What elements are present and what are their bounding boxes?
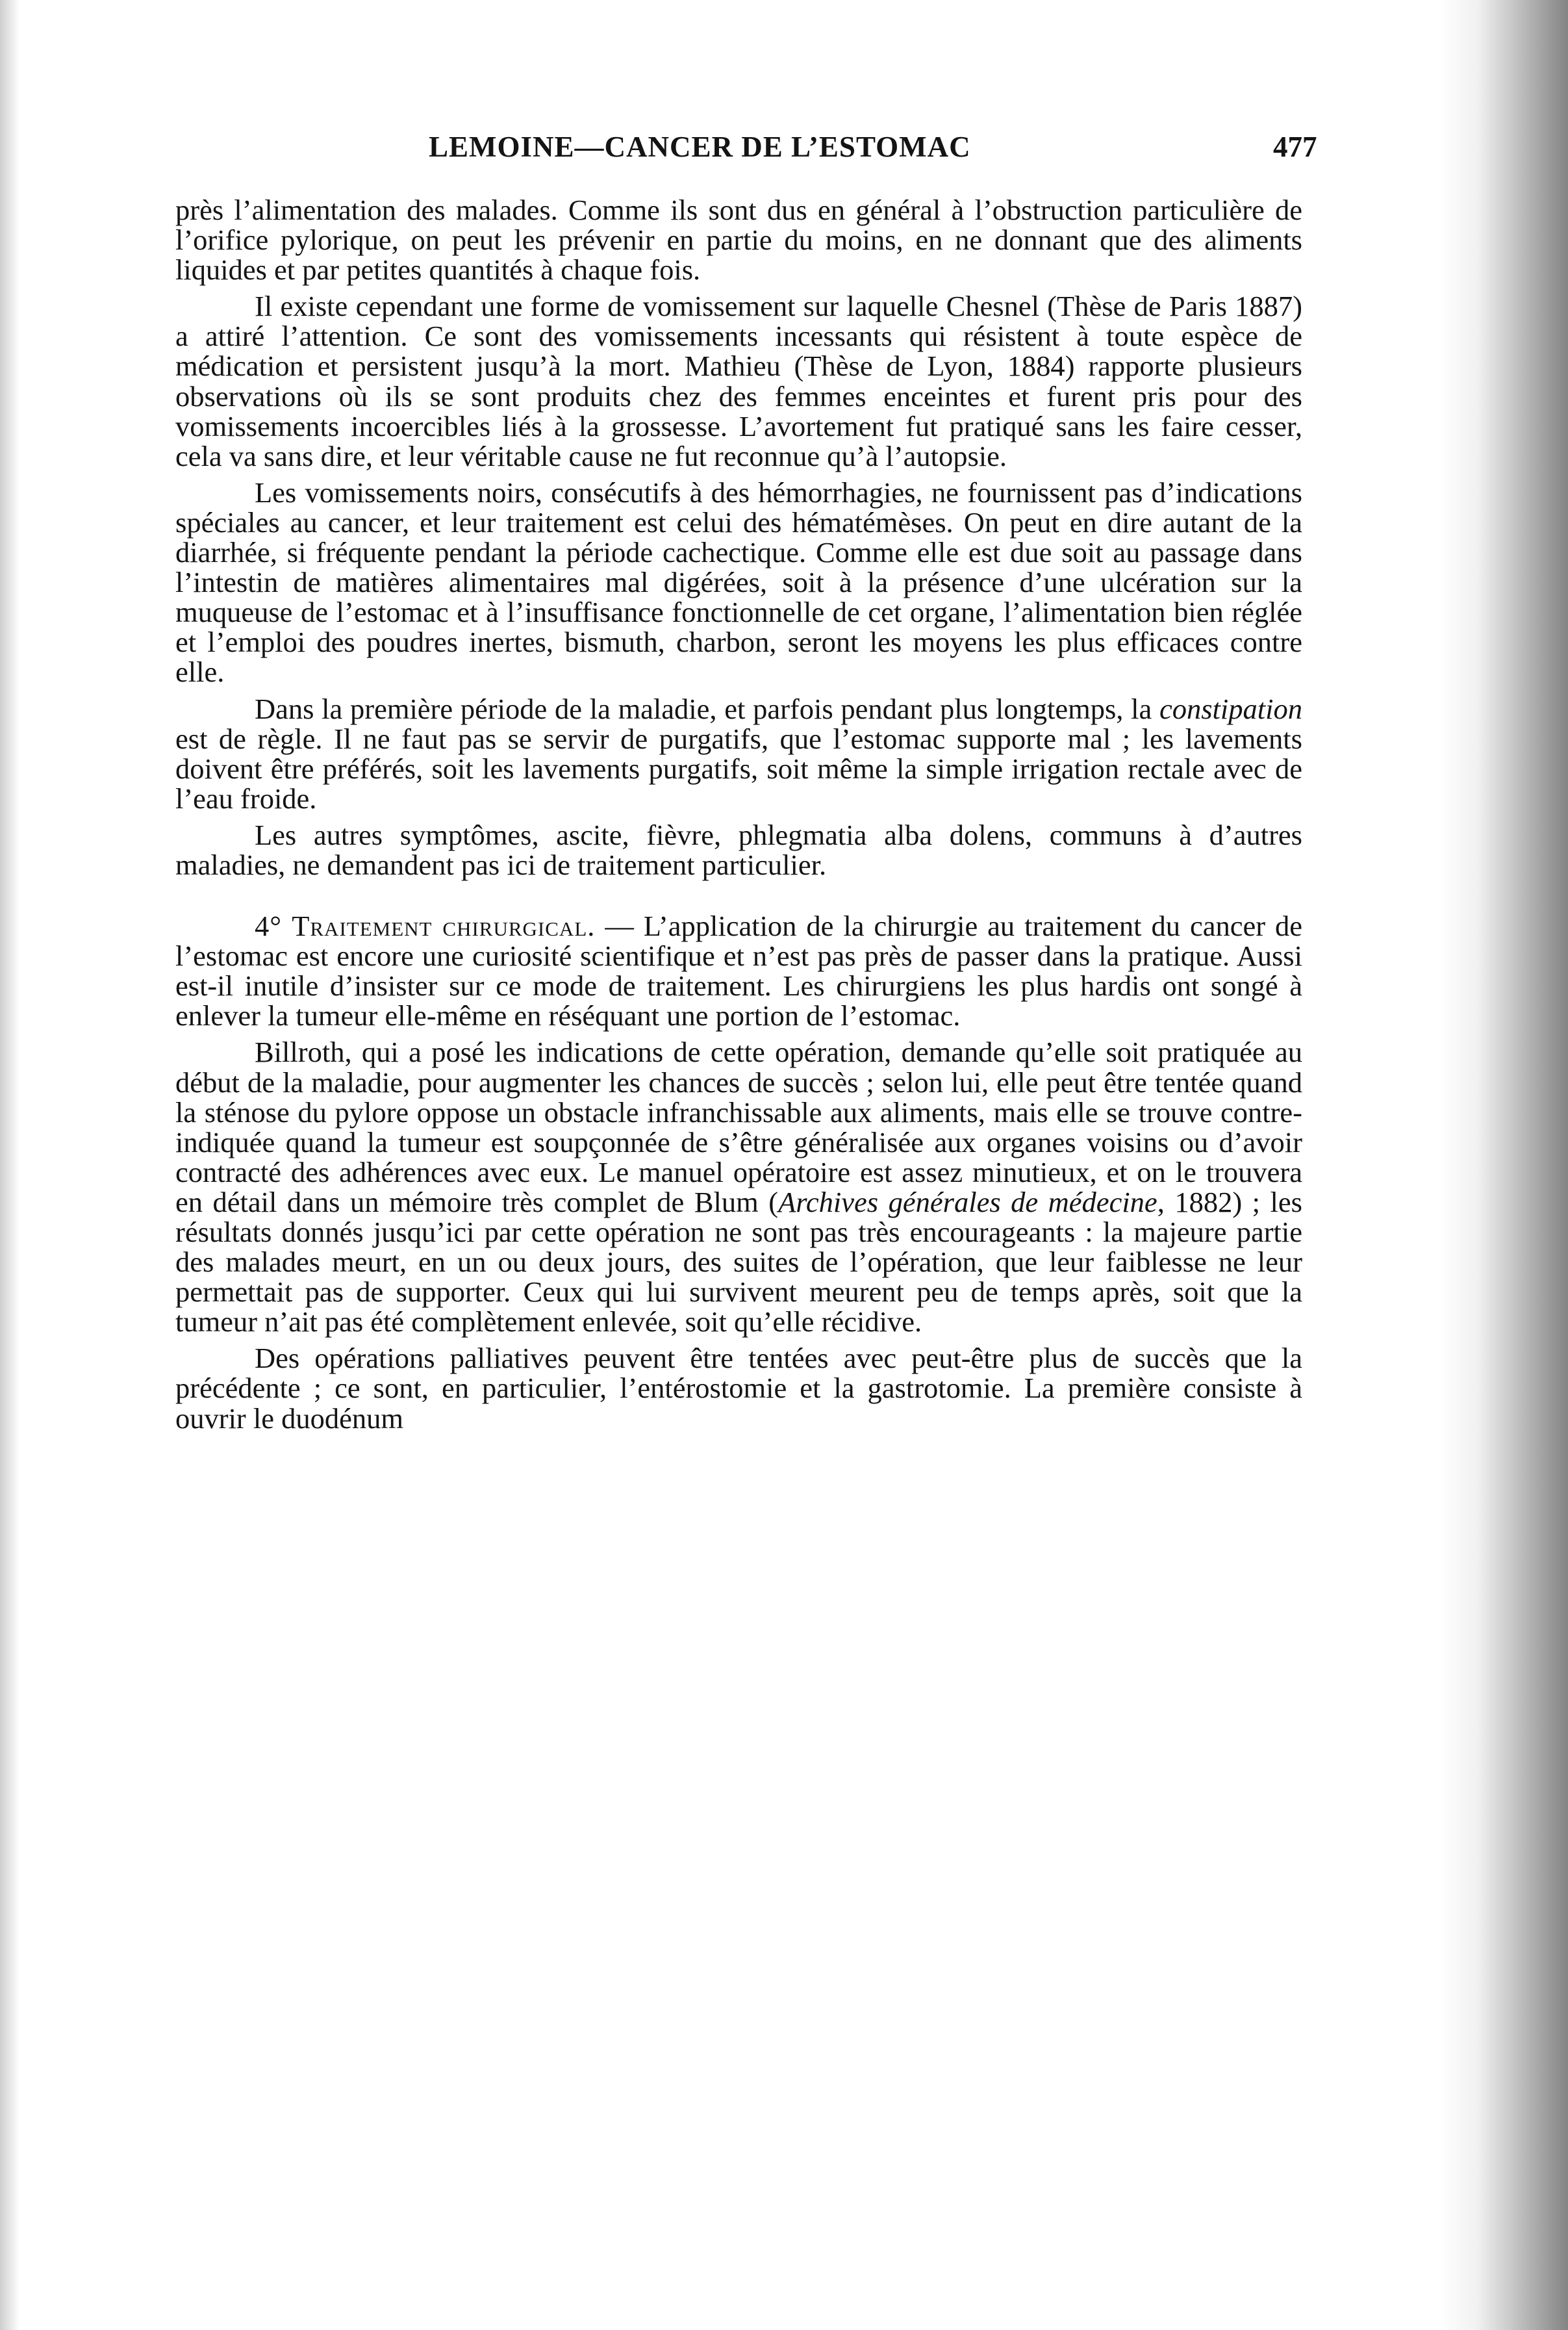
paragraph-continuation: près l’alimentation des malades. Comme ils sont dus en général à l’obstruction particulière de l’orifice pylorique, on peut les prévenir en partie du moins, en ne donnant que des aliments liquides et par petites quantités à chaque fois. [175, 194, 1302, 287]
paragraph-operations-palliatives: Des opérations palliatives peuvent être tentées avec peut-être plus de succès que la précédente ; ce sont, en particulier, l’entérostomie et la gastrotomie. La première consiste à ouvrir le duodénum [175, 1342, 1302, 1435]
paragraph-constipation-before: Dans la première période de la maladie, et parfois pendant plus longtemps, la [255, 692, 1159, 725]
paragraph-constipation-after: est de règle. Il ne faut pas se servir de purgatifs, que l’estomac supporte mal ; les lavements doivent être préférés, soit les lavements purgatifs, soit même la simple irrigation rectale avec de l’eau froide. [175, 722, 1302, 815]
paragraph-traitement-chirurgical-text: — L’application de la chirurgie au traitement du cancer de l’estomac est encore une curiosité scientifique et n’est pas près de passer dans la pratique. Aussi est-il inutile d’insister sur ce mode de traitement. Les chirurgiens les plus hardis ont songé à enlever la tumeur elle-même en réséquant une portion de l’estomac. [175, 910, 1302, 1032]
paragraph-constipation [175, 694, 1302, 813]
page-number: 477 [1273, 131, 1317, 163]
paragraph-vomissements-noirs: Les vomissements noirs, consécutifs à des hémorrhagies, ne fournissent pas d’indications spéciales au cancer, et leur traitement est celui des hématémèses. On peut en dire autant de la diarrhée, si fréquente pendant la période cachectique. Comme elle est due soit au passage dans l’intestin de matières alimentaires mal digérées, soit à la présence d’une ulcération sur la muqueuse de l’estomac et à l’insuffisance fonctionnelle de cet organe, l’alimentation bien réglée et l’emploi des poudres inertes, bismuth, charbon, seront les moyens les plus efficaces contre elle. [175, 476, 1302, 689]
running-head-title: LEMOINE—CANCER DE L’ESTOMAC [429, 131, 971, 163]
section-heading: 4° Traitement chirurgical. [255, 910, 596, 943]
paragraph-vomissements-incessants: Il existe cependant une forme de vomissement sur laquelle Chesnel (Thèse de Paris 1887) a attiré l’attention. Ce sont des vomissements incessants qui résistent à toute espèce de médication et persistent jusqu’à la mort. Mathieu (Thèse de Lyon, 1884) rapporte plusieurs observations où ils se sont produits chez des femmes enceintes et furent pris pour des vomissements incoercibles liés à la grossesse. L’avortement fut pratiqué sans les faire cesser, cela va sans dire, et leur véritable cause ne fut reconnue qu’à l’autopsie. [175, 290, 1302, 472]
paragraph-billroth [175, 1037, 1302, 1337]
constipation-italic: constipation [1159, 692, 1302, 725]
paragraph-autres-symptomes: Les autres symptômes, ascite, fièvre, phlegmatia alba dolens, communs à d’autres maladies, ne demandent pas ici de traitement particulier. [175, 818, 1302, 881]
archives-citation-italic: Archives générales de médecine [778, 1185, 1157, 1218]
body-text [175, 195, 1302, 1440]
scan-shadow-right [1438, 0, 1568, 2330]
paragraph-billroth-before: Billroth, qui a posé les indications de cette opération, demande qu’elle soit pratiquée au début de la maladie, pour augmenter les chances de succès ; selon lui, elle peut être tentée quand la sténose du pylore oppose un obstacle infranchissable aux aliments, mais elle se trouve contre-indiquée quand la tumeur est soupçonnée de s’être généralisée aux organes voisins ou d’avoir contracté des adhérences avec eux. Le manuel opératoire est assez minutieux, et on le trouvera en détail dans un mémoire très complet de Blum ( [175, 1036, 1302, 1218]
paragraph-billroth-after: , 1882) ; les résultats donnés jusqu’ici par cette opération ne sont pas très encourageants : la majeure partie des malades meurt, en un ou deux jours, des suites de l’opération, que leur faiblesse ne leur permettait pas de supporter. Ceux qui lui survivent meurent peu de temps après, soit que la tumeur n’ait pas été complètement enlevée, soit qu’elle récidive. [175, 1185, 1302, 1338]
scan-shadow-left [0, 0, 19, 2330]
running-head [416, 130, 1520, 175]
paragraph-traitement-chirurgical [175, 911, 1302, 1031]
